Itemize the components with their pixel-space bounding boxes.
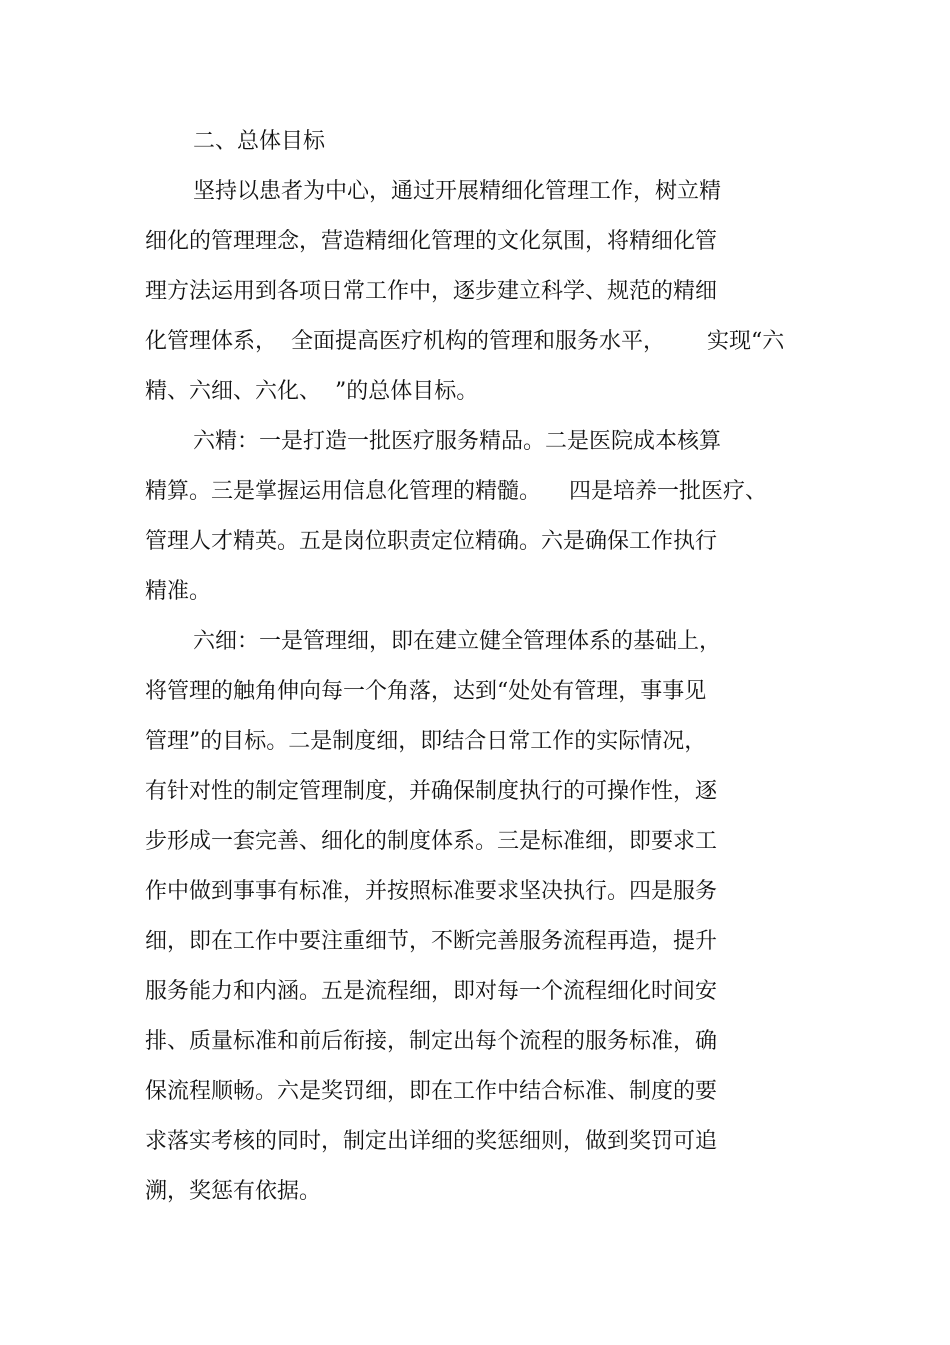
section-heading: 二、总体目标 (193, 129, 326, 154)
paragraph-line: 理方法运用到各项日常工作中，逐步建立科学、规范的精细 (145, 279, 718, 304)
paragraph-line: 精、六细、六化、 ”的总体目标。 (145, 379, 479, 404)
paragraph-line: 坚持以患者为中心，通过开展精细化管理工作，树立精 (193, 179, 722, 204)
paragraph-line: 有针对性的制定管理制度，并确保制度执行的可操作性，逐 (145, 779, 718, 804)
paragraph-line: 作中做到事事有标准，并按照标准要求坚决执行。四是服务 (145, 879, 718, 904)
paragraph-line: 精算。三是掌握运用信息化管理的精髓。 四是培养一批医疗、 (145, 479, 767, 504)
paragraph-line: 精准。 (145, 579, 212, 604)
paragraph-line: 管理人才精英。五是岗位职责定位精确。六是确保工作执行 (145, 529, 718, 554)
paragraph-line: 六细：一是管理细，即在建立健全管理体系的基础上， (193, 629, 722, 654)
paragraph-line: 排、质量标准和前后衔接，制定出每个流程的服务标准，确 (145, 1029, 718, 1054)
paragraph-line: 六精：一是打造一批医疗服务精品。二是医院成本核算 (193, 429, 722, 454)
paragraph-line: 求落实考核的同时，制定出详细的奖惩细则，做到奖罚可追 (145, 1129, 718, 1154)
paragraph-line: 溯，奖惩有依据。 (145, 1179, 322, 1204)
paragraph-line: 化管理体系， 全面提高医疗机构的管理和服务水平， 实现“六 (145, 329, 785, 354)
paragraph-line: 细，即在工作中要注重细节，不断完善服务流程再造，提升 (145, 929, 718, 954)
paragraph-line: 管理”的目标。二是制度细，即结合日常工作的实际情况， (145, 729, 707, 754)
paragraph-line: 服务能力和内涵。五是流程细，即对每一个流程细化时间安 (145, 979, 718, 1004)
paragraph-line: 细化的管理理念，营造精细化管理的文化氛围，将精细化管 (145, 229, 718, 254)
paragraph-line: 将管理的触角伸向每一个角落，达到“处处有管理，事事见 (145, 679, 707, 704)
paragraph-line: 步形成一套完善、细化的制度体系。三是标准细，即要求工 (145, 829, 718, 854)
paragraph-line: 保流程顺畅。六是奖罚细，即在工作中结合标准、制度的要 (145, 1079, 718, 1104)
